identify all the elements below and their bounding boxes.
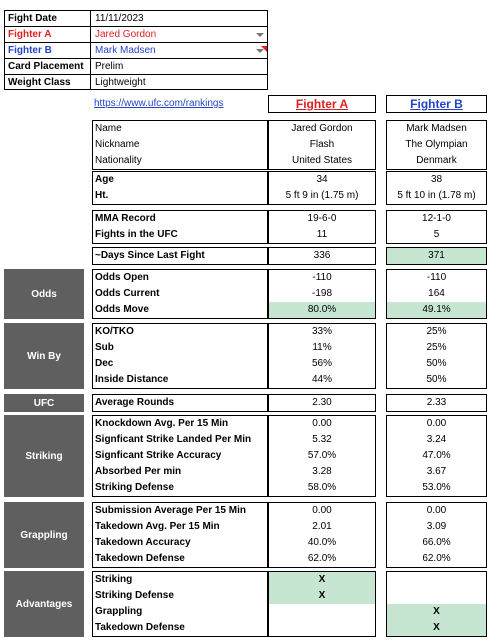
fighter-b-select[interactable]: Mark Madsen [95,45,156,56]
row-label: Inside Distance [95,374,169,385]
fighter-a-value[interactable] [269,620,375,636]
fighter-b-value[interactable]: 371 [428,250,445,261]
fighter-a-value[interactable]: 0.00 [312,505,332,516]
row-label: MMA Record [95,213,156,224]
row-label: Striking Defense [95,590,174,601]
fighter-b-value[interactable]: 62.0% [422,553,451,564]
fighter-b-value[interactable]: 0.00 [426,418,447,429]
row-label: ~Days Since Last Fight [95,250,205,261]
row-label: Takedown Avg. Per 15 Min [95,521,220,532]
fighter-a-value[interactable]: 19-6-0 [307,213,337,224]
card-placement-value[interactable]: Prelim [95,61,124,72]
fighter-a-value[interactable]: -110 [312,272,332,283]
fighter-b-value[interactable]: 12-1-0 [422,213,451,224]
fighter-a-value[interactable]: 57.0% [307,450,337,461]
fighter-a-value[interactable]: 3.28 [312,466,332,477]
fight-info-table [4,10,268,90]
fighter-a-value[interactable]: 56% [311,358,332,369]
row-label: Nickname [95,139,140,150]
fighter-b-value[interactable]: The Olympian [405,139,468,150]
fighter-b-value[interactable]: 164 [428,288,445,299]
row-label: Takedown Defense [95,622,185,633]
fighter-a-value[interactable]: 33% [311,326,332,337]
fighter-b-value[interactable] [387,588,486,604]
fighter-b-value[interactable]: 25% [426,326,447,337]
fighter-a-value[interactable]: United States [291,155,353,166]
fighter-a-label: Fighter A [8,29,52,40]
fighter-a-value[interactable] [269,604,375,620]
fighter-a-value[interactable]: 40.0% [307,537,337,548]
row-label: Takedown Accuracy [95,537,191,548]
row-label: Dec [95,358,114,369]
fighter-b-value[interactable]: 0.00 [426,505,447,516]
fighter-b-value[interactable] [387,572,486,588]
fighter-b-value[interactable]: 25% [426,342,447,353]
comment-indicator-icon[interactable] [261,46,267,52]
fighter-a-value[interactable]: 80.0% [307,304,337,315]
section-title-grappling: Grappling [4,502,84,568]
fighter-b-value[interactable]: 47.0% [422,450,451,461]
row-label: Odds Open [95,272,149,283]
fighter-a-value[interactable]: 2.30 [312,397,332,408]
section-title-odds: Odds [4,269,84,319]
fighter-a-value[interactable]: 5 ft 9 in (1.75 m) [285,190,359,201]
fighter-b-value[interactable]: X [433,606,440,617]
row-label: Striking [95,574,133,585]
fighter-b-value[interactable]: 5 ft 10 in (1.78 m) [397,190,476,201]
weight-class-label: Weight Class [8,77,71,88]
fighter-b-header [386,95,487,113]
row-label: Odds Move [95,304,149,315]
row-label: Age [95,174,114,185]
fighter-a-value[interactable]: 34 [316,174,328,185]
fighter-a-select[interactable]: Jared Gordon [95,29,157,40]
fighter-a-value[interactable]: -198 [311,288,332,299]
row-label: Takedown Defense [95,553,185,564]
row-label: Nationality [95,155,142,166]
fighter-a-dropdown-icon[interactable] [256,33,264,37]
fighter-a-value[interactable]: Jared Gordon [291,123,353,134]
fighter-b-value[interactable]: X [433,622,440,633]
row-label: Striking Defense [95,482,174,493]
section-title-striking: Striking [4,415,84,497]
section-title-ufc: UFC [4,394,84,412]
fighter-b-value[interactable]: 5 [433,229,440,240]
row-label: Sub [95,342,114,353]
fighter-a-value[interactable]: 5.32 [312,434,332,445]
fighter-a-value[interactable]: X [318,574,326,585]
row-label: Average Rounds [95,397,175,408]
fight-date-label: Fight Date [8,13,57,24]
fighter-a-value[interactable]: 0.00 [312,418,332,429]
fighter-b-value[interactable]: 53.0% [422,482,451,493]
row-label: Signficant Strike Accuracy [95,450,222,461]
row-label: Fights in the UFC [95,229,178,240]
row-label: Knockdown Avg. Per 15 Min [95,418,229,429]
fighter-b-value[interactable]: 3.67 [426,466,447,477]
fighter-a-value[interactable]: Flash [309,139,335,150]
fighter-a-value[interactable]: 62.0% [307,553,337,564]
ufc-rankings-link[interactable]: https://www.ufc.com/rankings [94,98,224,109]
row-label: Submission Average Per 15 Min [95,505,246,516]
section-title-winby: Win By [4,323,84,389]
section-title-advantages: Advantages [4,571,84,637]
row-label: Grappling [95,606,143,617]
fighter-a-value[interactable]: 11 [316,229,328,240]
row-label: KO/TKO [95,326,134,337]
fighter-b-value[interactable]: 3.24 [426,434,447,445]
card-placement-label: Card Placement [8,61,84,72]
row-label: Signficant Strike Landed Per Min [95,434,252,445]
fighter-b-value[interactable]: Denmark [416,155,457,166]
row-label: Ht. [95,190,109,201]
fighter-a-header [268,95,376,113]
fighter-a-header-text: Fighter A [295,97,349,111]
fighter-b-value[interactable]: 50% [426,358,447,369]
row-label: Absorbed Per min [95,466,182,477]
fighter-b-header-text: Fighter B [410,97,463,111]
weight-class-value[interactable]: Lightweight [95,77,146,88]
fight-date-value[interactable]: 11/11/2023 [95,13,144,24]
fighter-a-value[interactable]: 11% [312,342,332,353]
fighter-a-value[interactable]: X [318,590,326,601]
fighter-b-value[interactable]: 49.1% [422,304,451,315]
fighter-b-label: Fighter B [8,45,52,56]
fighter-a-value[interactable]: 44% [311,374,332,385]
fighter-b-value[interactable]: 66.0% [422,537,451,548]
fighter-b-value[interactable]: Mark Madsen [406,123,467,134]
fighter-a-value[interactable]: 2.01 [312,521,332,532]
fighter-b-value[interactable]: 50% [426,374,447,385]
fighter-b-value[interactable]: 38 [430,174,443,185]
fighter-a-value[interactable]: 336 [313,250,331,261]
fighter-b-value[interactable]: 3.09 [426,521,447,532]
fighter-a-value[interactable]: 58.0% [307,482,337,493]
row-label: Odds Current [95,288,160,299]
fighter-b-value[interactable]: -110 [426,272,447,283]
row-label: Name [95,123,122,134]
fighter-b-value[interactable]: 2.33 [426,397,447,408]
